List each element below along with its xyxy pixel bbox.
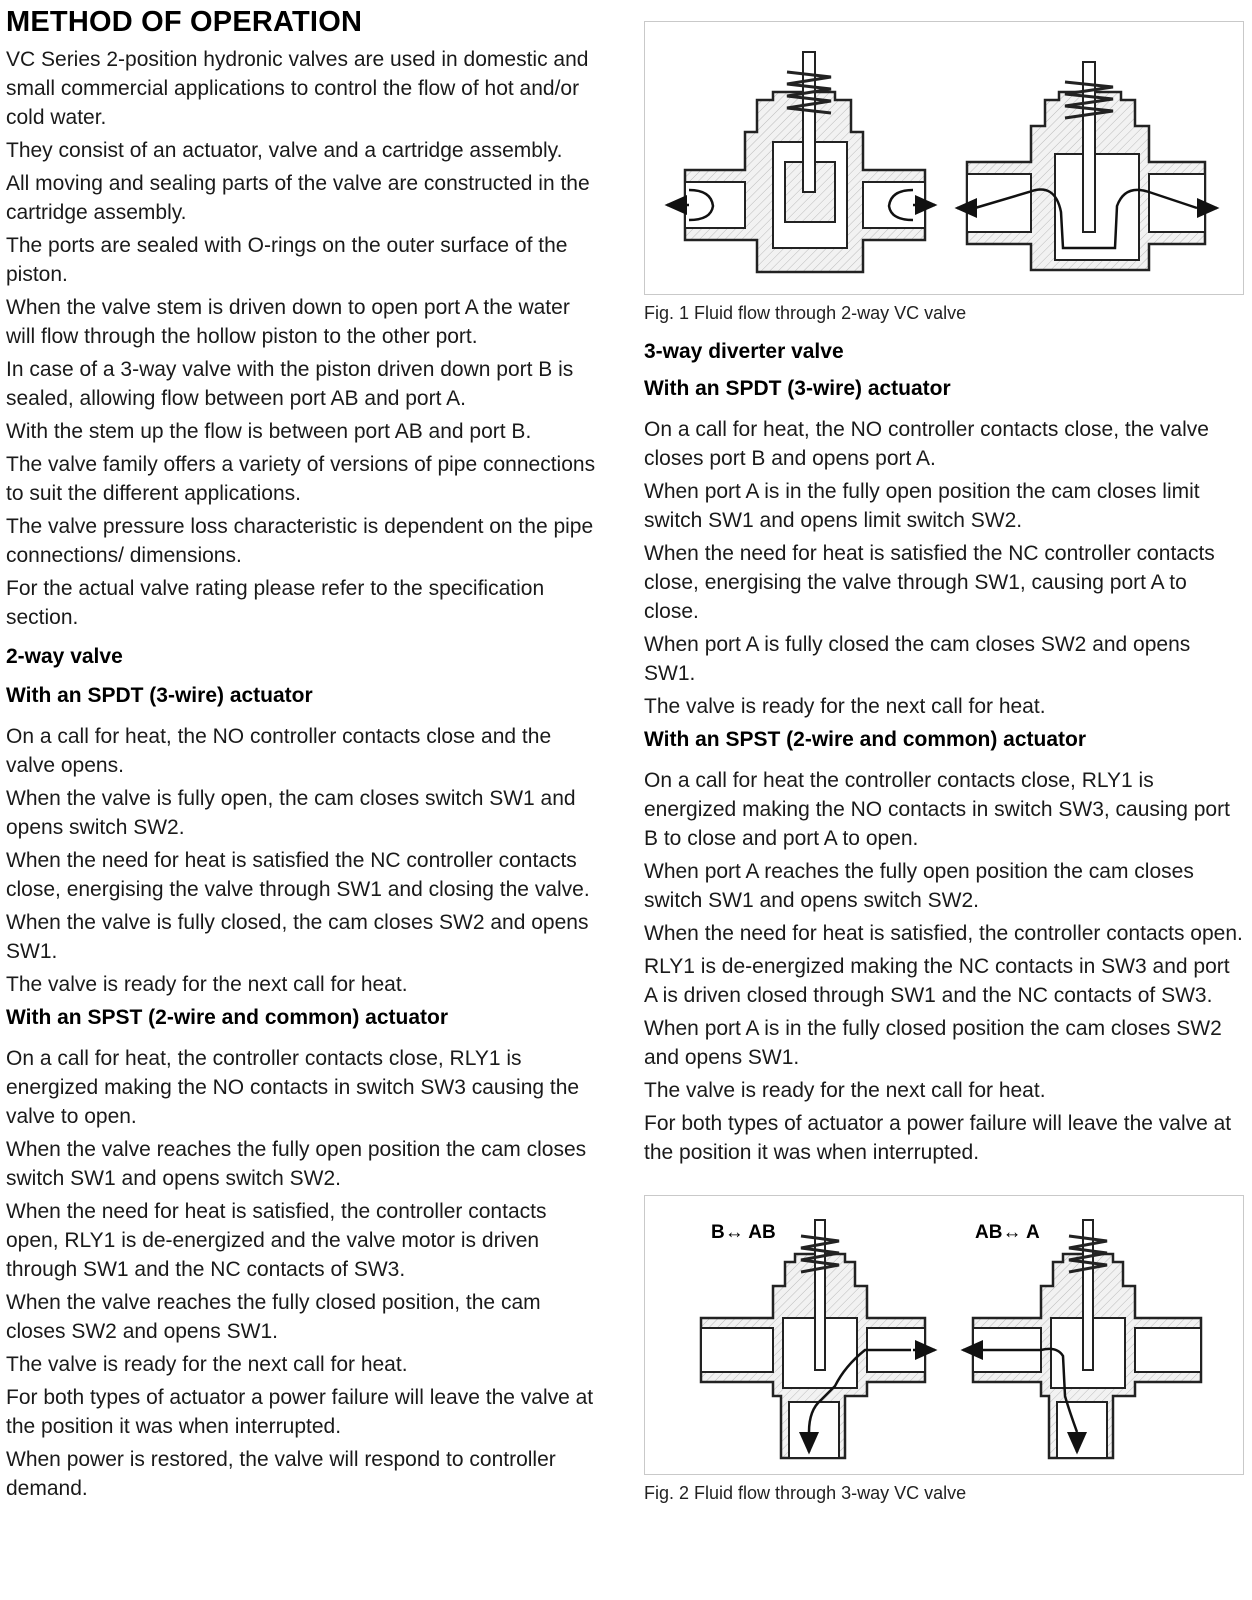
intro-paragraph: The valve family offers a variety of versions of pipe connections to suit the different applications.: [6, 453, 596, 505]
spst-paragraph: For both types of actuator a power failure will leave the valve at the position it was when interrupted.: [644, 1112, 1232, 1164]
intro-paragraph: All moving and sealing parts of the valve are constructed in the cartridge assembly.: [6, 172, 590, 224]
spdt-paragraph: On a call for heat, the NO controller contacts close, the valve closes port B and opens port A.: [644, 418, 1209, 470]
spdt-paragraph: When the need for heat is satisfied the NC controller contacts close, energising the valve through SW1 and closing the valve.: [6, 849, 590, 901]
spdt-paragraph: The valve is ready for the next call for heat.: [644, 695, 1046, 718]
left-column: [6, 0, 604, 1507]
valve-right-drawing: [957, 62, 1217, 270]
intro-paragraph: VC Series 2-position hydronic valves are used in domestic and small commercial applications to control the flow of hot and/or cold water.: [6, 48, 589, 129]
two-way-valve-diagram: [645, 22, 1243, 294]
spdt-paragraph: When the need for heat is satisfied the NC controller contacts close, energising the valve through SW1, causing port A to close.: [644, 542, 1215, 623]
spdt-paragraph: When port A is in the fully open position the cam closes limit switch SW1 and opens limit switch SW2.: [644, 480, 1200, 532]
intro-paragraph: The valve pressure loss characteristic is dependent on the pipe connections/ dimensions.: [6, 515, 594, 567]
spst-paragraph: When the valve reaches the fully closed position, the cam closes SW2 and opens SW1.: [6, 1291, 541, 1343]
page-title: METHOD OF OPERATION: [6, 6, 363, 38]
spst-paragraph: When power is restored, the valve will respond to controller demand.: [6, 1448, 556, 1500]
spdt-paragraph: On a call for heat, the NO controller contacts close and the valve opens.: [6, 725, 552, 777]
spst-heading: With an SPST (2-wire and common) actuator: [6, 1006, 449, 1029]
spdt-paragraph: When the valve is fully open, the cam closes switch SW1 and opens switch SW2.: [6, 787, 576, 839]
spst-paragraph: When port A is in the fully closed position the cam closes SW2 and opens SW1.: [644, 1017, 1222, 1069]
spdt-paragraph: When port A is fully closed the cam closes SW2 and opens SW1.: [644, 633, 1191, 685]
intro-paragraph: For the actual valve rating please refer to the specification section.: [6, 577, 545, 629]
spst-paragraph: When the need for heat is satisfied, the controller contacts open.: [644, 922, 1243, 945]
intro-paragraph: With the stem up the flow is between port AB and port B.: [6, 420, 532, 443]
intro-paragraph: The ports are sealed with O-rings on the outer surface of the piston.: [6, 234, 568, 286]
spdt-heading: With an SPDT (3-wire) actuator: [644, 377, 951, 400]
intro-paragraph: In case of a 3-way valve with the piston driven down port B is sealed, allowing flow between port AB and port A.: [6, 358, 574, 410]
intro-paragraph: They consist of an actuator, valve and a cartridge assembly.: [6, 139, 563, 162]
spst-heading: With an SPST (2-wire and common) actuator: [644, 728, 1087, 751]
spdt-heading: With an SPDT (3-wire) actuator: [6, 684, 313, 707]
fig2-label-b-ab: B↔ AB: [711, 1222, 776, 1243]
spdt-paragraph: When the valve is fully closed, the cam closes SW2 and opens SW1.: [6, 911, 589, 963]
spst-paragraph: The valve is ready for the next call for heat.: [644, 1079, 1046, 1102]
valve-3way-right-drawing: [963, 1220, 1201, 1458]
valve-left-drawing: [667, 52, 935, 272]
right-column: [644, 0, 1244, 1505]
figure-1-2way-valve: [644, 21, 1244, 295]
valve-3way-left-drawing: [701, 1220, 935, 1458]
two-way-heading: 2-way valve: [6, 645, 123, 668]
spst-paragraph: For both types of actuator a power failure will leave the valve at the position it was when interrupted.: [6, 1386, 594, 1438]
three-way-heading: 3-way diverter valve: [644, 340, 844, 363]
spst-paragraph: RLY1 is de-energized making the NC contacts in SW3 and port A is driven closed through SW1 and the NC contacts of SW3.: [644, 955, 1230, 1007]
spst-paragraph: On a call for heat, the controller contacts close, RLY1 is energized making the NO contacts in switch SW3 causing the valve to open.: [6, 1047, 580, 1128]
figure-2-caption: Fig. 2 Fluid flow through 3-way VC valve: [644, 1483, 967, 1503]
figure-1-caption: Fig. 1 Fluid flow through 2-way VC valve: [644, 303, 967, 323]
fig2-label-ab-a: AB↔ A: [975, 1222, 1040, 1243]
figure-2-3way-valve: [644, 1195, 1244, 1475]
intro-paragraph: When the valve stem is driven down to open port A the water will flow through the hollow piston to the other port.: [6, 296, 570, 348]
spst-paragraph: The valve is ready for the next call for heat.: [6, 1353, 408, 1376]
spst-paragraph: On a call for heat the controller contacts close, RLY1 is energized making the NO contacts in switch SW3, causing port B to close and port A to open.: [644, 769, 1230, 850]
spst-paragraph: When port A reaches the fully open position the cam closes switch SW1 and opens switch SW2.: [644, 860, 1194, 912]
spdt-paragraph: The valve is ready for the next call for heat.: [6, 973, 408, 996]
spst-paragraph: When the need for heat is satisfied, the controller contacts open, RLY1 is de-energized and the valve motor is driven through SW1 and the NC contacts of SW3.: [6, 1200, 547, 1281]
spst-paragraph: When the valve reaches the fully open position the cam closes switch SW1 and opens switch SW2.: [6, 1138, 587, 1190]
